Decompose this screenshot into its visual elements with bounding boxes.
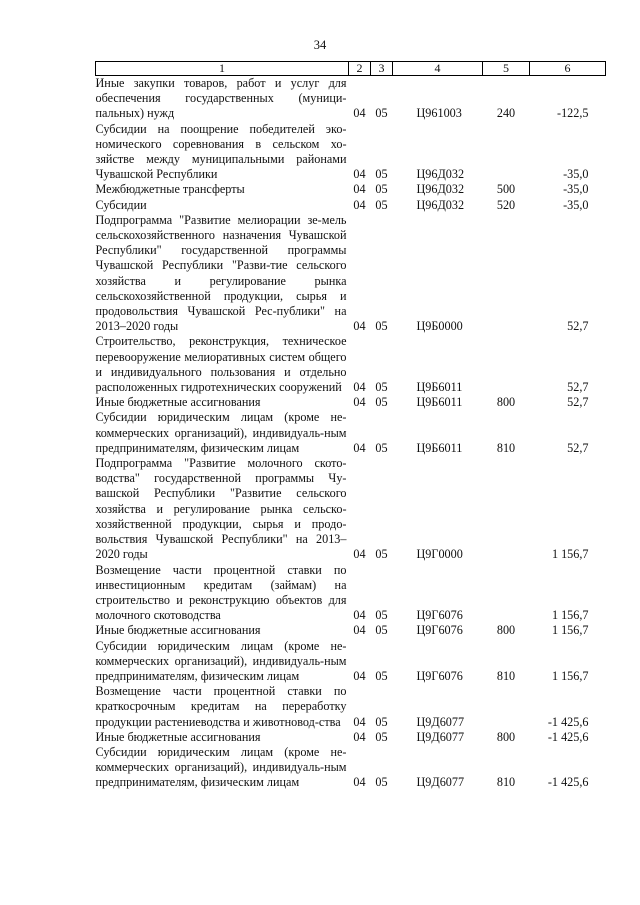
table-header [96,62,606,76]
row-name: Подпрограмма "Развитие молочного ското-водства" государственной программы Чу-вашской Республики "Развитие сельского хозяйства и регулирование рынка сельско-хозяйственной продукции, сырья и продо-вольствия Чувашской Республики" на 2013–2020 годы [95,456,347,562]
column-header: 5 [483,62,530,76]
row-target-article: Ц96Д032 [416,197,465,212]
row-name: Иные бюджетные ассигнования [95,623,261,638]
row-amount: 1 156,7 [551,608,589,623]
row-amount: -35,0 [563,167,589,182]
row-subsection: 05 [375,608,388,623]
row-subsection: 05 [375,395,388,410]
row-section: 04 [353,623,366,638]
row-target-article: Ц9Г6076 [416,668,463,683]
row-subsection: 05 [375,668,388,683]
row-expense-type [483,456,530,562]
row-target-article: Ц961003 [416,106,462,121]
row-target-article: Ц9Д6077 [416,714,465,729]
table-row [96,563,606,624]
row-expense-type [483,122,530,183]
row-amount: -122,5 [557,106,589,121]
column-header: 3 [371,62,393,76]
row-expense-type: 240 [496,106,516,121]
row-expense-type: 500 [496,182,516,197]
row-name: Иные бюджетные ассигнования [95,729,261,744]
row-expense-type: 810 [496,775,516,790]
row-amount: -1 425,6 [547,714,589,729]
row-name: Подпрограмма "Развитие мелиорации зе-мель сельскохозяйственного назначения Чувашской Республики" государственной программы Чувашской Республики "Разви-тие сельского хозяйства и регулирование рынка сельскохозяйственной продукции, сырья и продовольствия Чувашской Рес-публики" на 2013–2020 годы [95,212,347,334]
row-name: Иные закупки товаров, работ и услуг для обеспечения государственных (муници-пальных) нужд [95,76,347,121]
row-expense-type [483,563,530,624]
row-subsection: 05 [375,197,388,212]
table-row [96,745,606,791]
row-target-article: Ц9Б6011 [416,440,463,455]
row-name: Субсидии юридическим лицам (кроме не-коммерческих организаций), индивидуаль-ным предпринимателям, физическим лицам [95,744,347,790]
row-section: 04 [353,380,366,395]
row-name: Субсидии юридическим лицам (кроме не-коммерческих организаций), индивидуаль-ным предпринимателям, физическим лицам [95,410,347,455]
row-amount: -35,0 [563,197,589,212]
row-section: 04 [353,775,366,790]
row-expense-type: 810 [496,668,516,683]
table-row [96,198,606,213]
row-amount: 1 156,7 [551,547,589,562]
row-section: 04 [353,182,366,197]
row-amount: 52,7 [567,395,589,410]
row-section: 04 [353,440,366,455]
row-expense-type [483,213,530,335]
row-subsection: 05 [375,167,388,182]
row-section: 04 [353,167,366,182]
row-section: 04 [353,395,366,410]
row-target-article: Ц9Г0000 [416,547,463,562]
row-subsection: 05 [375,775,388,790]
row-target-article: Ц9Б6011 [416,395,463,410]
row-section: 04 [353,547,366,562]
row-subsection: 05 [375,714,388,729]
row-subsection: 05 [375,106,388,121]
row-amount: -1 425,6 [547,775,589,790]
row-target-article: Ц9Г6076 [416,623,463,638]
row-target-article: Ц96Д032 [416,167,465,182]
row-section: 04 [353,668,366,683]
table-row [96,182,606,197]
row-section: 04 [353,106,366,121]
row-subsection: 05 [375,380,388,395]
column-header: 2 [349,62,371,76]
row-subsection: 05 [375,547,388,562]
row-expense-type [483,334,530,395]
row-target-article: Ц9Б0000 [416,319,463,334]
row-name: Субсидии юридическим лицам (кроме не-коммерческих организаций), индивидуаль-ным предпринимателям, физическим лицам [95,638,347,683]
row-subsection: 05 [375,729,388,744]
row-name: Возмещение части процентной ставки по инвестиционным кредитам (займам) на строительство и реконструкцию объектов для молочного скотоводства [95,562,347,623]
table-row [96,684,606,730]
row-amount: 52,7 [567,319,589,334]
row-target-article: Ц9Б6011 [416,380,463,395]
row-subsection: 05 [375,319,388,334]
column-header: 1 [96,62,349,76]
budget-table [95,61,606,791]
row-expense-type [483,684,530,730]
row-section: 04 [353,729,366,744]
column-header: 6 [530,62,606,76]
row-subsection: 05 [375,440,388,455]
row-target-article: Ц96Д032 [416,182,465,197]
row-section: 04 [353,319,366,334]
row-amount: 52,7 [567,440,589,455]
row-name: Межбюджетные трансферты [95,182,245,197]
row-name: Субсидии на поощрение победителей эко-номического соревнования в сельском хо-зяйстве между муниципальными районами Чувашской Республики [95,121,347,182]
row-expense-type: 810 [496,440,516,455]
table-row [96,623,606,638]
row-subsection: 05 [375,182,388,197]
table-row [96,639,606,685]
row-amount: -1 425,6 [547,729,589,744]
row-expense-type: 520 [496,197,516,212]
row-section: 04 [353,197,366,212]
page-number: 34 [313,38,327,52]
row-amount: -35,0 [563,182,589,197]
table-row [96,334,606,395]
row-name: Возмещение части процентной ставки по краткосрочным кредитам на переработку продукции растениеводства и животновод-ства [95,684,347,729]
table-row [96,395,606,410]
row-section: 04 [353,608,366,623]
row-expense-type: 800 [496,395,516,410]
row-expense-type: 800 [496,623,516,638]
row-amount: 1 156,7 [551,623,589,638]
row-expense-type: 800 [496,729,516,744]
row-subsection: 05 [375,623,388,638]
table-row [96,410,606,456]
column-header: 4 [393,62,483,76]
row-section: 04 [353,714,366,729]
row-name: Субсидии [95,197,147,212]
table-row [96,213,606,335]
row-target-article: Ц9Г6076 [416,608,463,623]
row-name: Иные бюджетные ассигнования [95,395,261,410]
row-amount: 1 156,7 [551,668,589,683]
row-target-article: Ц9Д6077 [416,775,465,790]
row-amount: 52,7 [567,380,589,395]
table-row [96,122,606,183]
row-name: Строительство, реконструкция, техническое перевооружение мелиоративных систем общего и индивидуального пользования и отдельно расположенных гидротехнических сооружений [95,334,347,395]
table-body [96,76,606,791]
table-row [96,730,606,745]
table-row [96,76,606,122]
table-row [96,456,606,562]
row-target-article: Ц9Д6077 [416,729,465,744]
